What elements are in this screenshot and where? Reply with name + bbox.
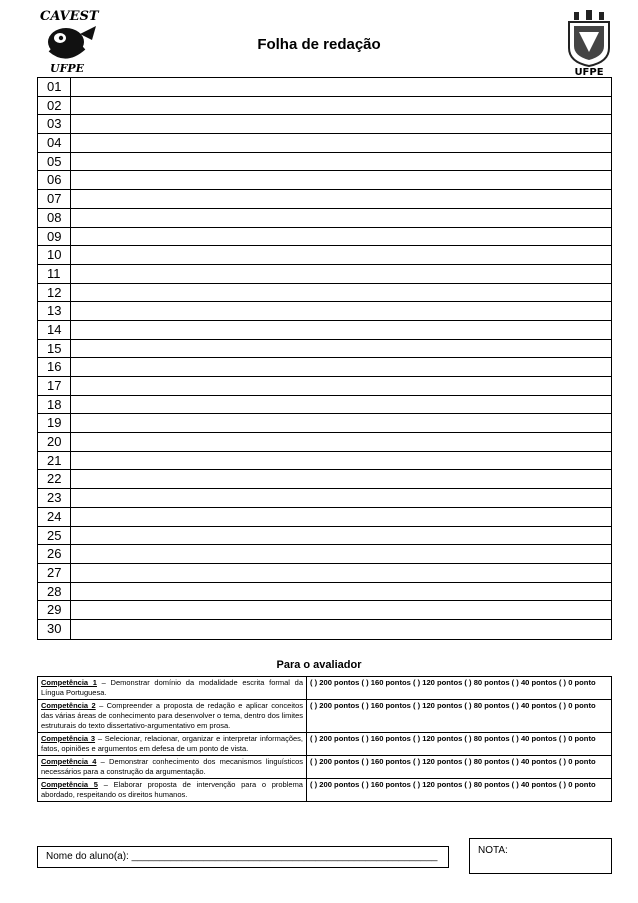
writing-line[interactable]: [38, 527, 611, 546]
competency-name: Competência 3: [41, 734, 96, 743]
competency-score-options[interactable]: ( ) 200 pontos ( ) 160 pontos ( ) 120 pontos ( ) 80 pontos ( ) 40 pontos ( ) 0 ponto: [307, 733, 612, 756]
line-number: 11: [38, 265, 71, 283]
writing-line[interactable]: [38, 452, 611, 471]
line-number: 12: [38, 284, 71, 302]
writing-line[interactable]: [38, 508, 611, 527]
writing-line[interactable]: [38, 228, 611, 247]
line-number: 21: [38, 452, 71, 470]
competency-text: – Elaborar proposta de intervenção para o problema abordado, respeitando os direitos humanos.: [41, 780, 303, 799]
writing-line[interactable]: [38, 545, 611, 564]
line-writing-space[interactable]: [71, 209, 611, 227]
line-writing-space[interactable]: [71, 302, 611, 320]
writing-line[interactable]: [38, 97, 611, 116]
writing-line[interactable]: [38, 358, 611, 377]
competency-row: [38, 756, 612, 779]
line-writing-space[interactable]: [71, 134, 611, 152]
writing-line[interactable]: [38, 470, 611, 489]
line-writing-space[interactable]: [71, 583, 611, 601]
evaluator-title: Para o avaliador: [276, 659, 362, 671]
writing-line[interactable]: [38, 246, 611, 265]
line-writing-space[interactable]: [71, 414, 611, 432]
competency-text: – Compreender a proposta de redação e aplicar conceitos das várias áreas de conhecimento para desenvolver o tema, dentro dos limites estruturais do texto dissertativo-argumentativo em prosa.: [41, 701, 303, 730]
line-number: 19: [38, 414, 71, 432]
line-number: 17: [38, 377, 71, 395]
writing-lines: [37, 77, 612, 640]
writing-line[interactable]: [38, 321, 611, 340]
line-number: 10: [38, 246, 71, 264]
line-writing-space[interactable]: [71, 115, 611, 133]
line-writing-space[interactable]: [71, 78, 611, 96]
competency-description: [38, 756, 307, 779]
line-writing-space[interactable]: [71, 171, 611, 189]
page-title: Folha de redação: [257, 36, 381, 53]
line-writing-space[interactable]: [71, 545, 611, 563]
competency-name: Competência 5: [41, 780, 98, 789]
line-number: 06: [38, 171, 71, 189]
competency-name: Competência 2: [41, 701, 96, 710]
line-number: 23: [38, 489, 71, 507]
line-number: 27: [38, 564, 71, 582]
competency-description: [38, 700, 307, 733]
ufpe-logo-text: UFPE: [50, 62, 85, 75]
competency-description: [38, 733, 307, 756]
line-writing-space[interactable]: [71, 284, 611, 302]
line-number: 28: [38, 583, 71, 601]
line-writing-space[interactable]: [71, 97, 611, 115]
line-writing-space[interactable]: [71, 564, 611, 582]
writing-line[interactable]: [38, 620, 611, 639]
competency-row: [38, 677, 612, 700]
line-number: 01: [38, 78, 71, 96]
line-number: 15: [38, 340, 71, 358]
line-number: 26: [38, 545, 71, 563]
line-writing-space[interactable]: [71, 246, 611, 264]
line-writing-space[interactable]: [71, 396, 611, 414]
writing-line[interactable]: [38, 601, 611, 620]
line-writing-space[interactable]: [71, 153, 611, 171]
writing-line[interactable]: [38, 340, 611, 359]
writing-line[interactable]: [38, 302, 611, 321]
writing-line[interactable]: [38, 115, 611, 134]
writing-line[interactable]: [38, 209, 611, 228]
writing-line[interactable]: [38, 583, 611, 602]
competency-text: – Selecionar, relacionar, organizar e interpretar informações, fatos, opiniões e argumentos em defesa de um ponto de vista.: [41, 734, 303, 753]
line-number: 13: [38, 302, 71, 320]
line-writing-space[interactable]: [71, 620, 611, 639]
line-writing-space[interactable]: [71, 433, 611, 451]
writing-line[interactable]: [38, 396, 611, 415]
line-number: 29: [38, 601, 71, 619]
line-writing-space[interactable]: [71, 321, 611, 339]
line-number: 16: [38, 358, 71, 376]
line-writing-space[interactable]: [71, 601, 611, 619]
line-writing-space[interactable]: [71, 452, 611, 470]
line-writing-space[interactable]: [71, 527, 611, 545]
ufpe-emblem-text: UFPE: [574, 67, 604, 76]
competency-score-options[interactable]: ( ) 200 pontos ( ) 160 pontos ( ) 120 pontos ( ) 80 pontos ( ) 40 pontos ( ) 0 ponto: [307, 700, 612, 733]
competency-name: Competência 1: [41, 678, 97, 687]
line-writing-space[interactable]: [71, 508, 611, 526]
line-writing-space[interactable]: [71, 470, 611, 488]
writing-line[interactable]: [38, 433, 611, 452]
writing-line[interactable]: [38, 377, 611, 396]
line-writing-space[interactable]: [71, 265, 611, 283]
competency-text: – Demonstrar conhecimento dos mecanismos linguísticos necessários para a construção da argumentação.: [41, 757, 303, 776]
line-number: 07: [38, 190, 71, 208]
competency-text: – Demonstrar domínio da modalidade escrita formal da Língua Portuguesa.: [41, 678, 303, 697]
student-name-field[interactable]: Nome do aluno(a): _______________________________________________________: [37, 846, 449, 868]
line-writing-space[interactable]: [71, 228, 611, 246]
competency-description: [38, 677, 307, 700]
line-number: 25: [38, 527, 71, 545]
grade-box[interactable]: NOTA:: [469, 838, 612, 874]
writing-line[interactable]: [38, 78, 611, 97]
competency-table: [37, 676, 612, 802]
line-writing-space[interactable]: [71, 358, 611, 376]
competency-name: Competência 4: [41, 757, 97, 766]
line-number: 14: [38, 321, 71, 339]
line-number: 22: [38, 470, 71, 488]
line-number: 02: [38, 97, 71, 115]
competency-score-options[interactable]: ( ) 200 pontos ( ) 160 pontos ( ) 120 pontos ( ) 80 pontos ( ) 40 pontos ( ) 0 ponto: [307, 779, 612, 802]
cavest-logo-text: CAVEST: [40, 9, 99, 24]
writing-line[interactable]: [38, 284, 611, 303]
writing-line[interactable]: [38, 265, 611, 284]
line-number: 05: [38, 153, 71, 171]
writing-line[interactable]: [38, 153, 611, 172]
writing-line[interactable]: [38, 171, 611, 190]
line-number: 20: [38, 433, 71, 451]
line-writing-space[interactable]: [71, 489, 611, 507]
competency-row: [38, 779, 612, 802]
line-writing-space[interactable]: [71, 190, 611, 208]
competency-score-options[interactable]: ( ) 200 pontos ( ) 160 pontos ( ) 120 pontos ( ) 80 pontos ( ) 40 pontos ( ) 0 ponto: [307, 677, 612, 700]
line-number: 03: [38, 115, 71, 133]
line-writing-space[interactable]: [71, 340, 611, 358]
writing-line[interactable]: [38, 564, 611, 583]
line-writing-space[interactable]: [71, 377, 611, 395]
competency-description: [38, 779, 307, 802]
competency-row: [38, 733, 612, 756]
line-number: 04: [38, 134, 71, 152]
writing-line[interactable]: [38, 414, 611, 433]
line-number: 30: [38, 620, 71, 639]
writing-line[interactable]: [38, 190, 611, 209]
line-number: 08: [38, 209, 71, 227]
line-number: 09: [38, 228, 71, 246]
competency-score-options[interactable]: ( ) 200 pontos ( ) 160 pontos ( ) 120 pontos ( ) 80 pontos ( ) 40 pontos ( ) 0 ponto: [307, 756, 612, 779]
writing-line[interactable]: [38, 134, 611, 153]
line-number: 24: [38, 508, 71, 526]
competency-row: [38, 700, 612, 733]
writing-line[interactable]: [38, 489, 611, 508]
line-number: 18: [38, 396, 71, 414]
